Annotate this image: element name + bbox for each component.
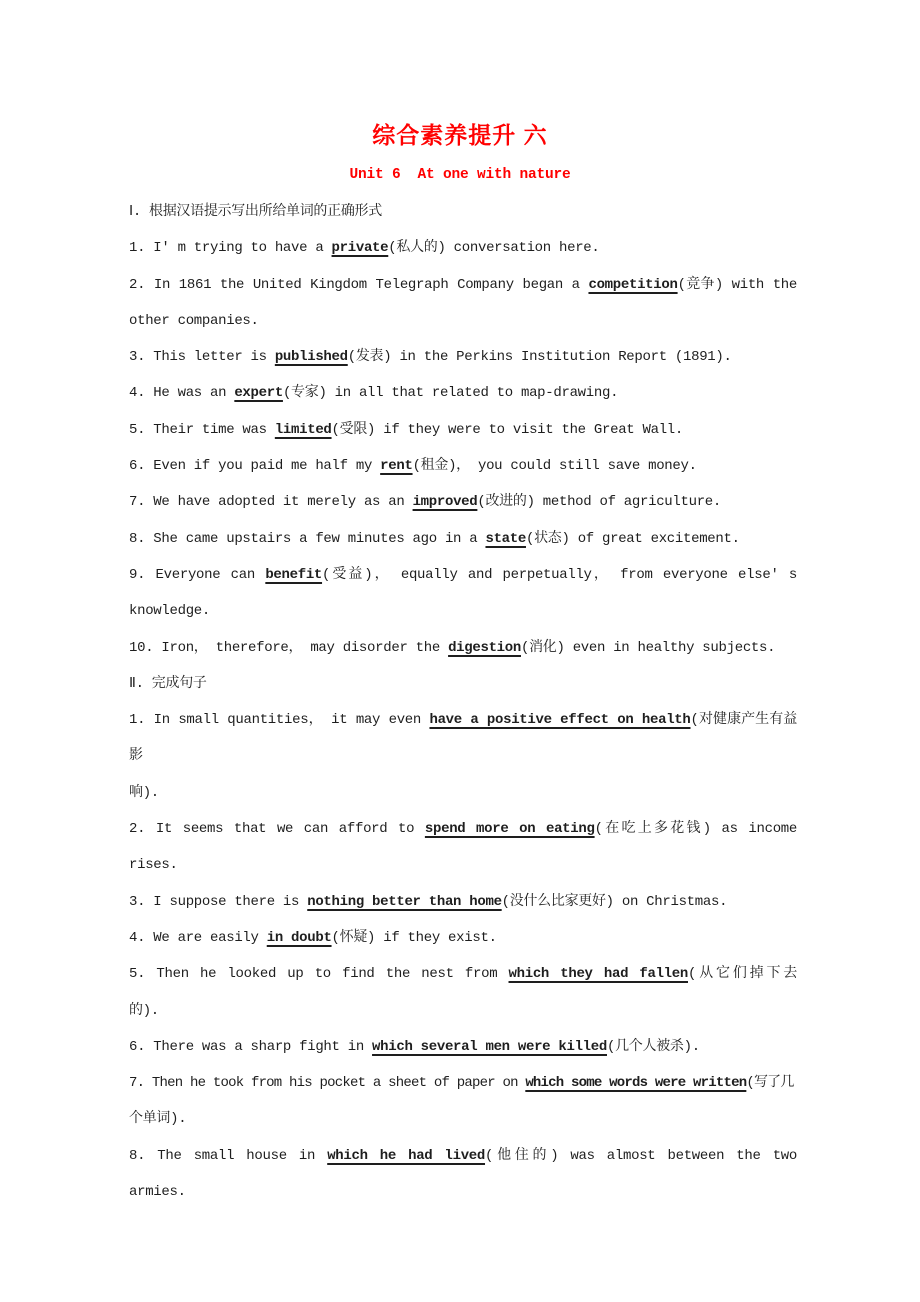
sentence-text: (写了几 — [746, 1075, 794, 1092]
exercise-content — [0, 194, 797, 1210]
exercise-item — [129, 884, 797, 920]
sentence-text: 1. I' m trying to have a — [129, 240, 332, 257]
exercise-item — [129, 267, 797, 340]
item-line — [129, 920, 797, 956]
sentence-text: 4. He was an — [129, 385, 235, 402]
item-line — [129, 956, 797, 992]
sentence-text: (消化) even in healthy subjects. — [520, 639, 776, 656]
item-line — [129, 811, 797, 847]
sentence-text: (没什么比家更好) on Christmas. — [501, 893, 728, 910]
sentence-text: 2. In 1861 the United Kingdom Telegraph Company began a — [129, 276, 589, 293]
sentence-text: (状态) of great excitement. — [525, 530, 740, 547]
sentence-text: 6. There was a sharp fight in — [129, 1038, 373, 1055]
exercise-item — [129, 1138, 797, 1211]
answer-blank: published — [274, 349, 348, 366]
sentence-text: (专家) in all that related to map-drawing. — [282, 385, 619, 402]
answer-blank: nothing better than home — [307, 893, 502, 910]
item-line — [129, 303, 797, 339]
item-line — [129, 884, 797, 920]
item-line — [129, 412, 797, 448]
sentence-text: 的). — [129, 1002, 159, 1019]
sentence-text: 1. In small quantities， it may even — [129, 712, 430, 729]
item-line — [129, 1065, 797, 1101]
sentence-text: (发表) in the Perkins Institution Report (1891). — [347, 349, 732, 366]
sentence-text: (他住的) was almost between the two — [485, 1147, 797, 1164]
item-line — [129, 375, 797, 411]
item-line — [129, 267, 797, 303]
answer-blank: expert — [234, 385, 283, 402]
sentence-text: 4. We are easily — [129, 929, 267, 946]
answer-blank: rent — [380, 458, 413, 475]
sentence-text: (租金)， you could still save money. — [412, 458, 697, 475]
exercise-item — [129, 630, 797, 666]
exercise-item — [129, 920, 797, 956]
item-line — [129, 521, 797, 557]
sentence-text: 8. The small house in — [129, 1147, 328, 1164]
exercise-item — [129, 557, 797, 630]
sentence-text: (从它们掉下去 — [688, 966, 797, 983]
sentence-text: armies. — [129, 1184, 186, 1201]
exercise-item — [129, 375, 797, 411]
sentence-text: other companies. — [129, 312, 259, 329]
exercise-item — [129, 1029, 797, 1065]
item-line — [129, 593, 797, 629]
sentence-text: (受益)， equally and perpetually， from everyone else' s — [322, 566, 797, 583]
item-line — [129, 1174, 797, 1210]
exercise-item — [129, 339, 797, 375]
item-line — [129, 993, 797, 1029]
answer-blank: in doubt — [266, 929, 332, 946]
exercise-item — [129, 702, 797, 811]
exercise-item — [129, 956, 797, 1029]
section-heading: Ⅰ. 根据汉语提示写出所给单词的正确形式 — [129, 204, 382, 220]
item-line — [129, 230, 797, 266]
sentence-text: 6. Even if you paid me half my — [129, 458, 381, 475]
item-line — [129, 702, 797, 775]
sentence-text: 个单词). — [129, 1111, 187, 1128]
sentence-text: (竞争) with the — [677, 276, 797, 293]
item-line — [129, 339, 797, 375]
sentence-text: 10. Iron， therefore， may disorder the — [129, 639, 449, 656]
document-title: 综合素养提升 六 — [372, 122, 548, 148]
exercise-item — [129, 412, 797, 448]
sentence-text: 5. Then he looked up to find the nest from — [129, 966, 509, 983]
answer-blank: competition — [588, 276, 678, 293]
sentence-text: 3. This letter is — [129, 349, 275, 366]
item-line — [129, 1101, 797, 1137]
item-line — [129, 484, 797, 520]
exercise-item — [129, 521, 797, 557]
exercise-item — [129, 811, 797, 884]
sentence-text: (受限) if they were to visit the Great Wall. — [331, 421, 684, 438]
item-line — [129, 1029, 797, 1065]
answer-blank: which several men were killed — [372, 1038, 607, 1055]
answer-blank: spend more on eating — [424, 821, 595, 838]
answer-blank: which he had lived — [327, 1147, 486, 1164]
section-heading: Ⅱ. 完成句子 — [129, 675, 207, 692]
item-line — [129, 448, 797, 484]
sentence-text: 7. Then he took from his pocket a sheet of paper on — [129, 1075, 526, 1092]
sentence-text: 5. Their time was — [129, 421, 275, 438]
item-line — [129, 630, 797, 666]
item-line — [129, 847, 797, 883]
unit-subtitle: Unit 6 At one with nature — [349, 167, 571, 183]
answer-blank: which some words were written — [525, 1075, 747, 1092]
sentence-text: 8. She came upstairs a few minutes ago in a — [129, 530, 486, 547]
sentence-text: rises. — [129, 857, 178, 874]
sentence-text: (在吃上多花钱) as income — [594, 821, 798, 838]
exercise-item — [129, 448, 797, 484]
answer-blank: improved — [412, 494, 478, 511]
answer-blank: limited — [274, 421, 332, 438]
sentence-text: 3. I suppose there is — [129, 893, 308, 910]
sentence-text: (几个人被杀). — [607, 1038, 700, 1055]
sentence-text: (改进的) method of agriculture. — [477, 494, 722, 511]
sentence-text: 7. We have adopted it merely as an — [129, 494, 413, 511]
answer-blank: digestion — [448, 639, 521, 656]
sentence-text: 2. It seems that we can afford to — [129, 821, 425, 838]
sentence-text: 响). — [129, 784, 159, 801]
sentence-text: (怀疑) if they exist. — [331, 929, 497, 946]
exercise-item — [129, 1065, 797, 1138]
item-line — [129, 557, 797, 593]
item-line — [129, 1138, 797, 1174]
sentence-text: knowledge. — [129, 603, 211, 620]
sentence-text: (对健康产生有益影 — [129, 712, 797, 765]
sentence-text: (私人的) conversation here. — [388, 240, 600, 257]
item-line — [129, 775, 797, 811]
answer-blank: private — [331, 240, 389, 257]
answer-blank: which they had fallen — [508, 966, 688, 983]
exercise-item — [129, 484, 797, 520]
sentence-text: 9. Everyone can — [129, 566, 266, 583]
answer-blank: benefit — [265, 566, 323, 583]
answer-blank: have a positive effect on health — [429, 712, 691, 729]
answer-blank: state — [485, 530, 526, 547]
exercise-item — [129, 230, 797, 266]
